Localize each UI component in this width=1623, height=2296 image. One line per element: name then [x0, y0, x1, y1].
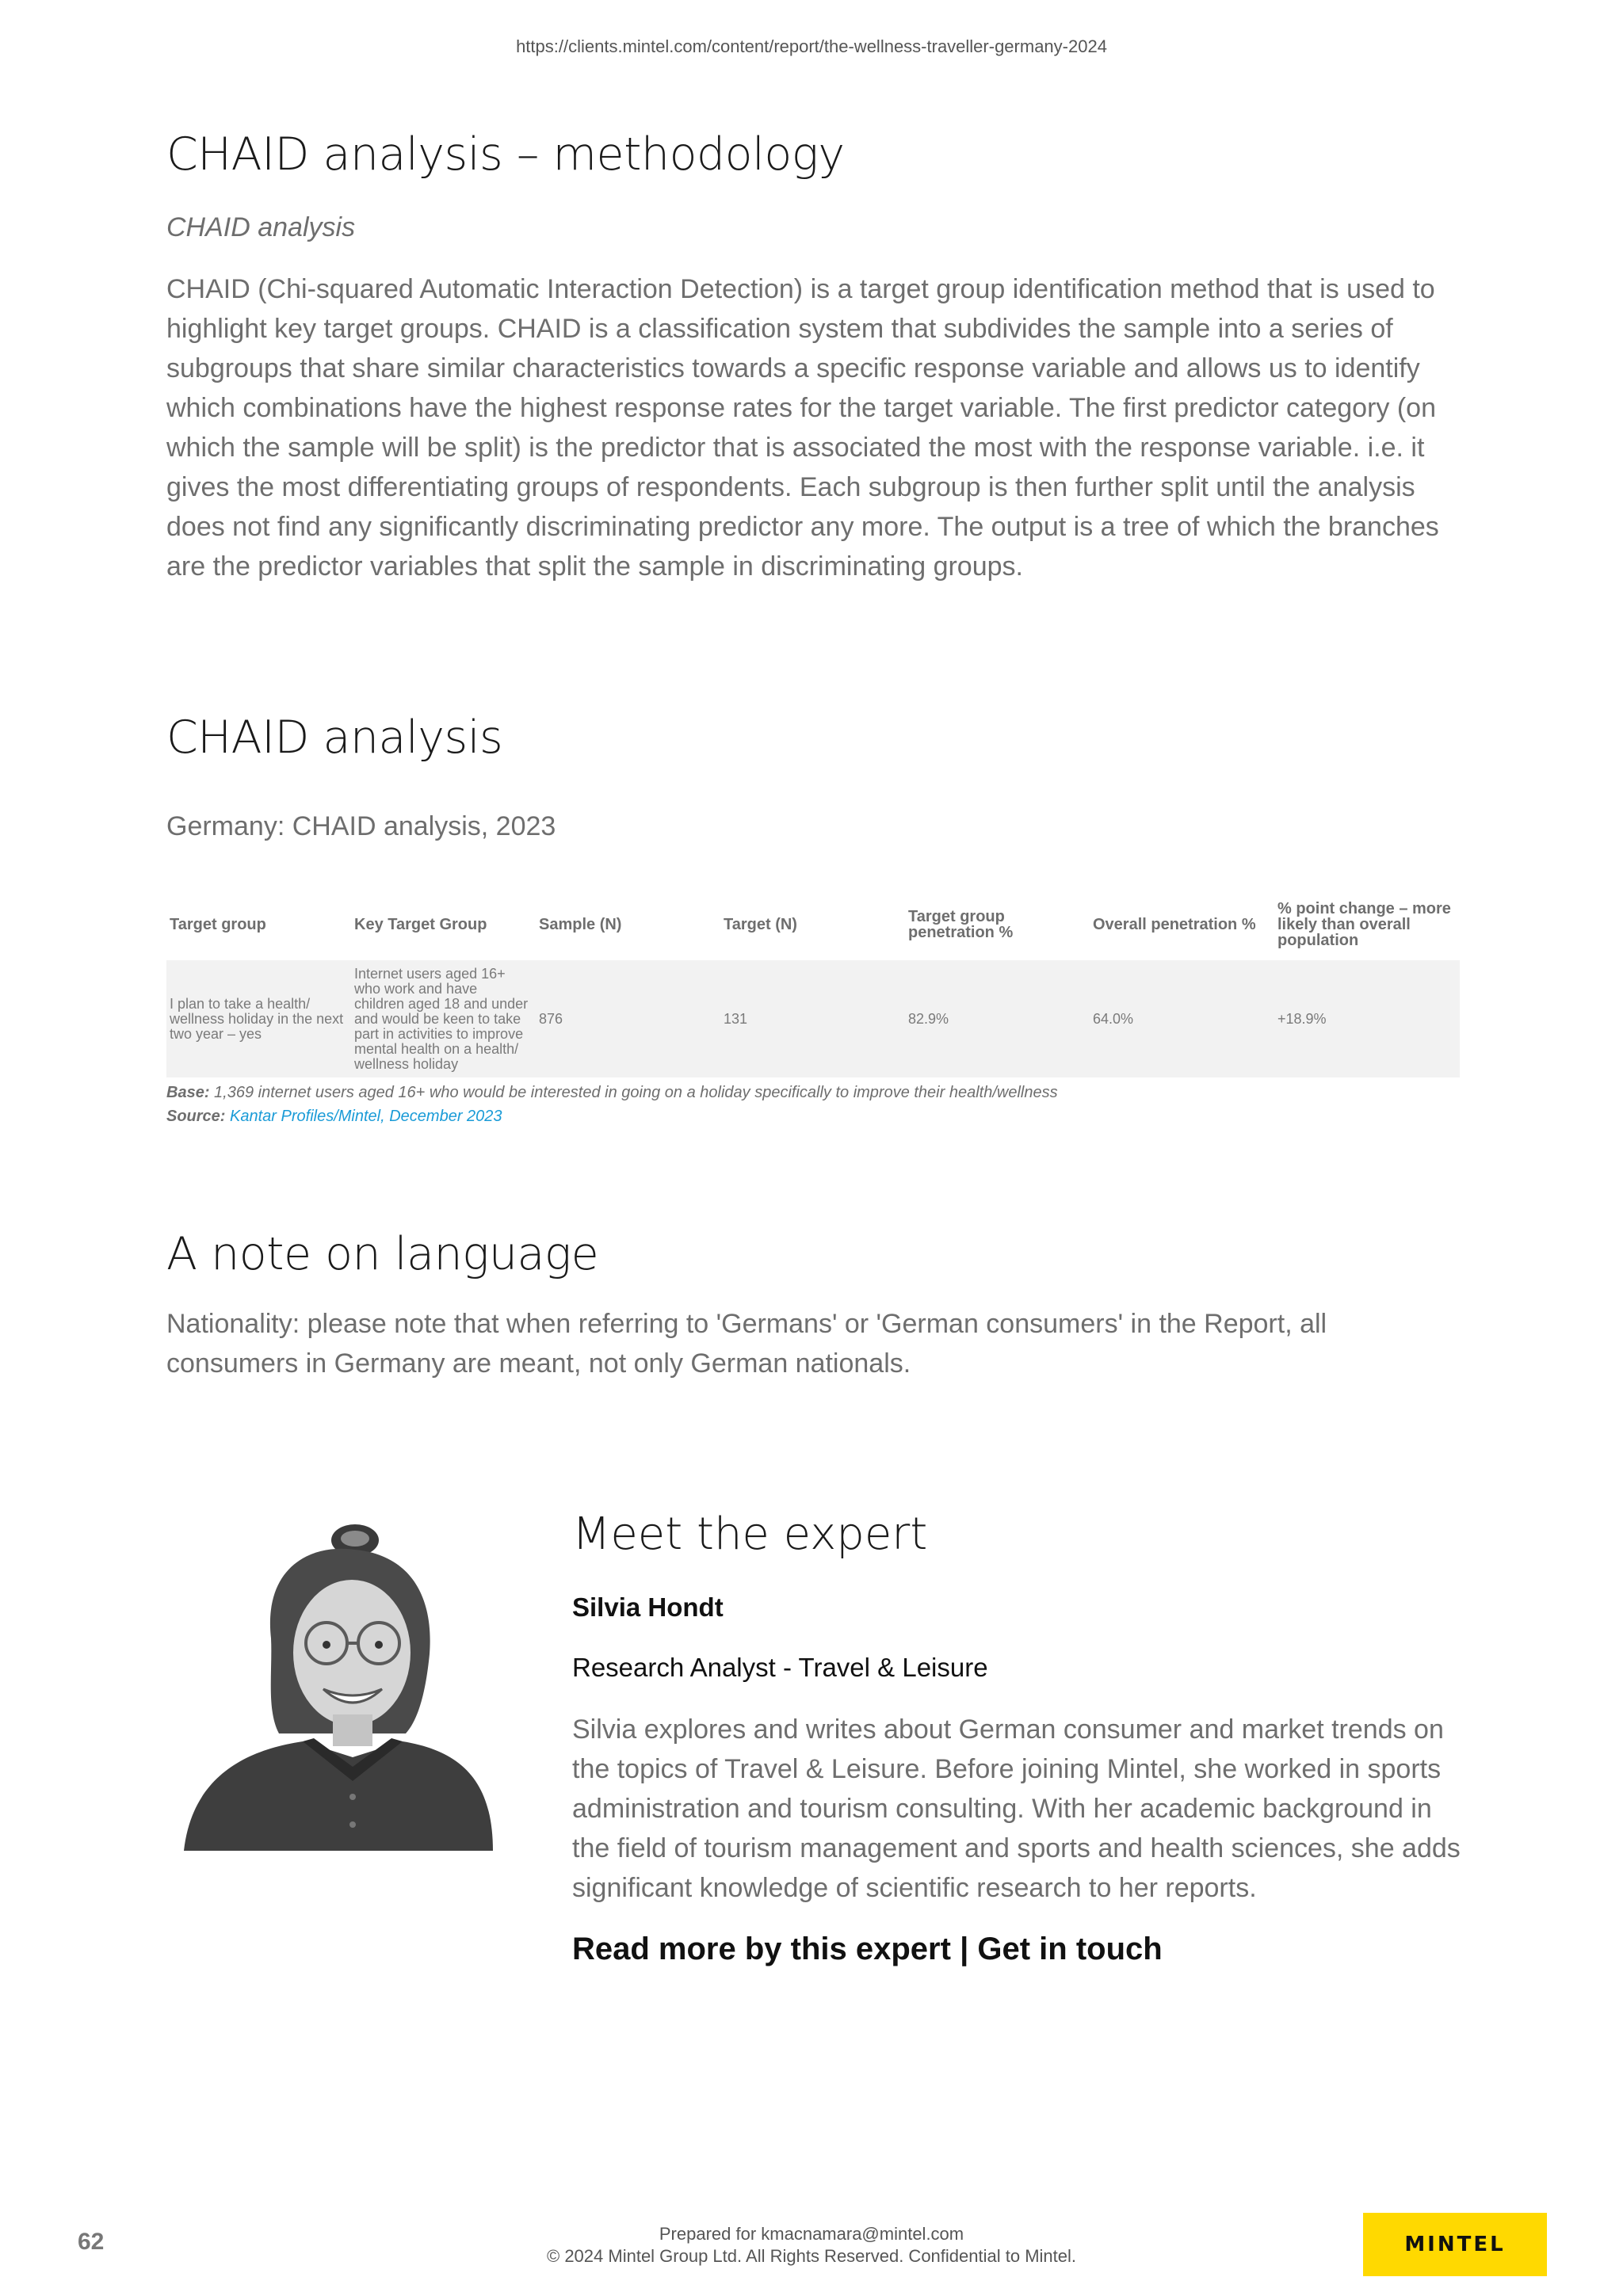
page-url: https://clients.mintel.com/content/report/the-wellness-traveller-germany-2024 — [516, 36, 1107, 56]
get-in-touch-link[interactable]: Get in touch — [977, 1932, 1163, 1966]
expert-title: Meet the expert — [572, 1508, 928, 1560]
table-header-cell: Key Target Group — [354, 916, 487, 933]
language-body: Nationality: please note that when referring to 'Germans' or 'German consumers' in the Report, all consumers in Germany are meant, not only German nationals. — [166, 1309, 1327, 1379]
table-header-cell: % point change – more likely than overall population — [1277, 900, 1451, 949]
read-more-link[interactable]: Read more by this expert — [572, 1932, 951, 1966]
table-cell: 876 — [539, 1010, 563, 1027]
methodology-subtitle: CHAID analysis — [166, 212, 356, 242]
copyright: © 2024 Mintel Group Ltd. All Rights Reserved. Confidential to Mintel. — [547, 2246, 1076, 2266]
methodology-body: CHAID (Chi-squared Automatic Interaction Detection) is a target group identification method that is used to highlight key target groups. CHAID is a classification system that subdivides the sample into a series of subgroups that share similar characteristics towards a specific response variable and allows us to identify which combinations have the highest response rates for the target variable. The first predictor category (on which the sample will be split) is the predictor that is associated the most with the response variable. i.e. it gives the most differentiating groups of respondents. Each subgroup is then further split until the analysis does not find any significantly discriminating predictor any more. The output is a tree of which the branches are the predictor variables that split the sample in discriminating groups. — [166, 274, 1439, 582]
base-note — [166, 1084, 1058, 1102]
expert-bio: Silvia explores and writes about German consumer and market trends on the topics of Travel & Leisure. Before joining Mintel, she worked in sports administration and tourism consulting. With her academic background in the field of tourism management and sports and health sciences, she adds significant knowledge of scientific research to her reports. — [572, 1714, 1461, 1903]
mintel-logo — [1363, 2213, 1547, 2276]
table-header-cell: Target (N) — [724, 916, 797, 933]
table-header-cell: Overall penetration % — [1093, 916, 1256, 933]
chaid-chart-title: Germany: CHAID analysis, 2023 — [166, 811, 556, 841]
table-cell: 64.0% — [1093, 1010, 1134, 1027]
table-header-row — [166, 895, 1460, 954]
table-cell: 131 — [724, 1010, 748, 1027]
base-label: Base: — [166, 1084, 210, 1101]
table-cell: 82.9% — [908, 1010, 949, 1027]
page-number: 62 — [78, 2229, 105, 2255]
person-photo-icon — [168, 1520, 501, 1851]
language-title: A note on language — [166, 1228, 599, 1280]
source-label: Source: — [166, 1108, 226, 1125]
base-text: 1,369 internet users aged 16+ who would be interested in going on a holiday specifically to improve their health/wellness — [214, 1084, 1058, 1101]
source-link[interactable]: Kantar Profiles/Mintel, December 2023 — [230, 1108, 502, 1125]
methodology-title: CHAID analysis – methodology — [166, 128, 845, 181]
prepared-for: Prepared for kmacnamara@mintel.com — [659, 2224, 964, 2244]
logo-text: MINTEL — [1404, 2233, 1506, 2256]
table-header-cell: Target group — [170, 916, 266, 933]
expert-role: Research Analyst - Travel & Leisure — [572, 1653, 988, 1682]
table-header-cell: Sample (N) — [539, 916, 622, 933]
table-header-cell: Target group penetration % — [908, 908, 1014, 941]
table-cell: +18.9% — [1277, 1010, 1327, 1027]
chaid-title: CHAID analysis — [166, 711, 503, 764]
source-note — [166, 1108, 502, 1126]
table-cell: Internet users aged 16+ who work and have children aged 18 and under and would be keen to take part in activities to improve mental health on a health/ wellness holiday — [354, 965, 529, 1072]
expert-name: Silvia Hondt — [572, 1592, 724, 1622]
expert-links — [572, 1932, 1163, 1967]
table-cell: I plan to take a health/ wellness holiday in the next two year – yes — [170, 995, 344, 1042]
link-separator: | — [960, 1932, 969, 1966]
chaid-table — [166, 895, 1460, 1077]
table-row — [166, 960, 1460, 1077]
